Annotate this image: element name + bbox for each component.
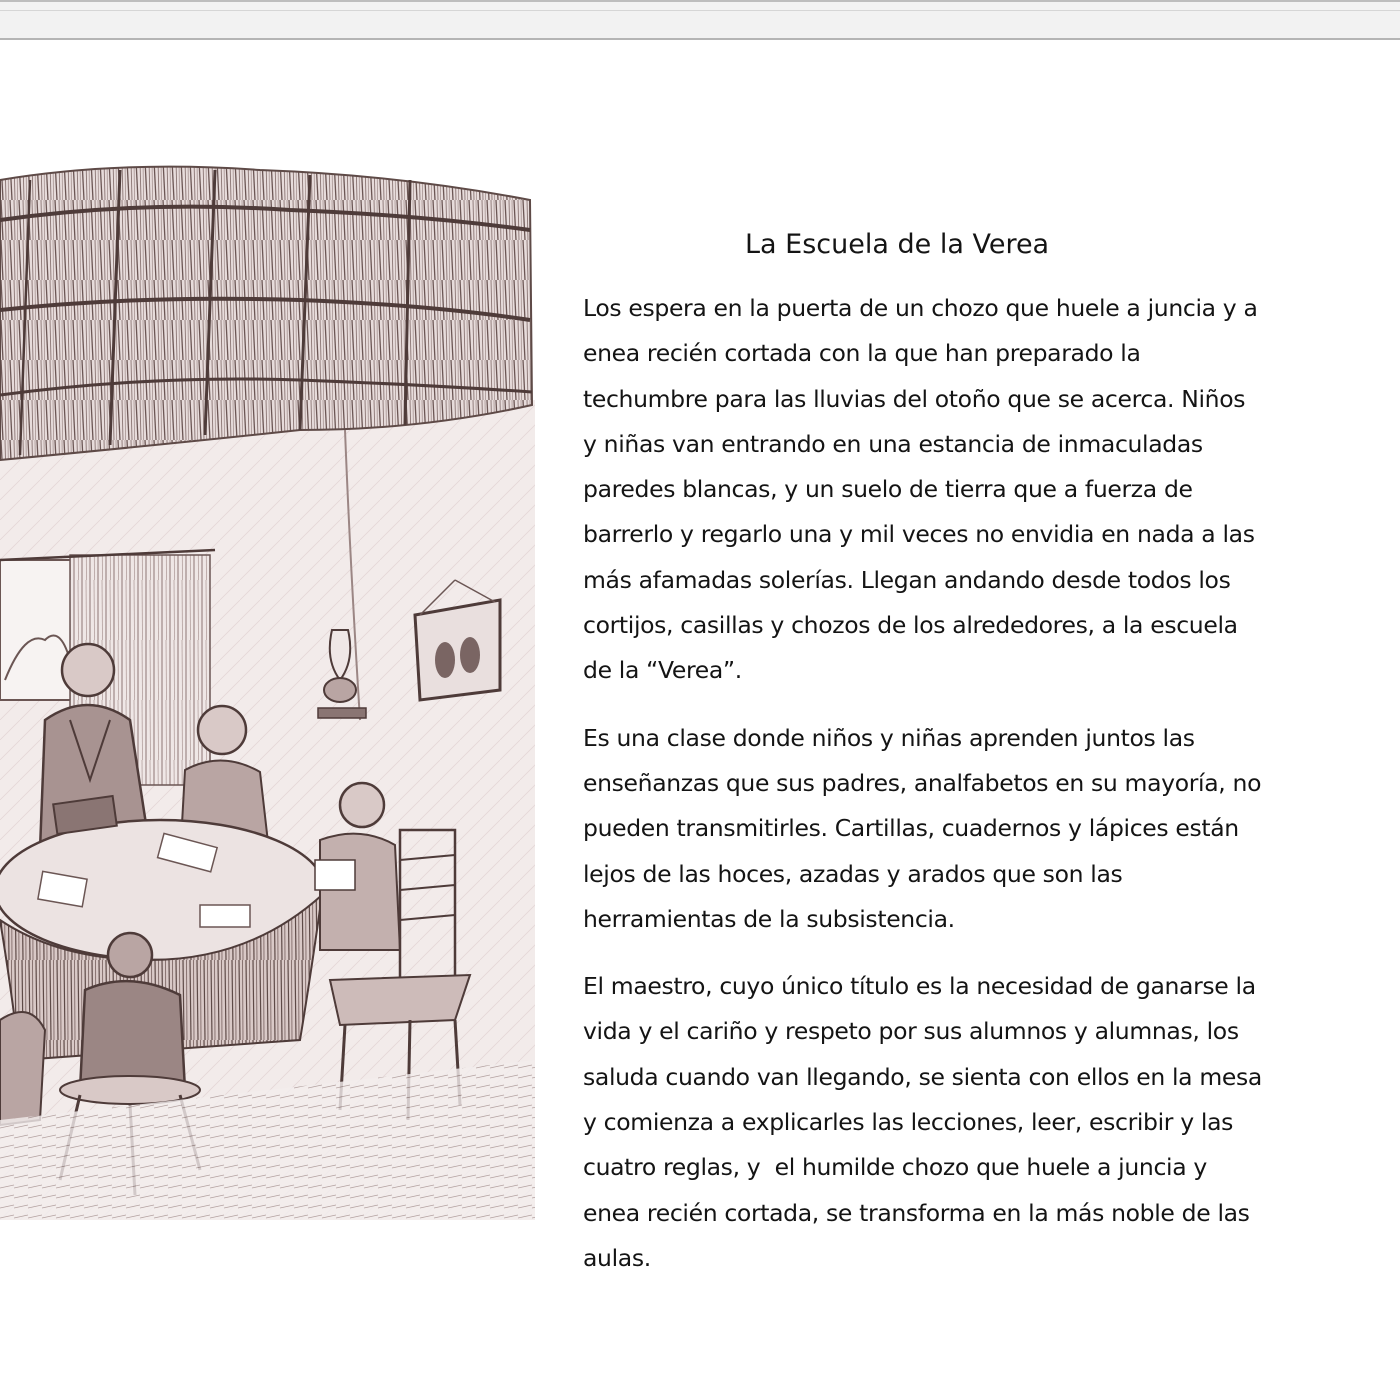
paragraph-line: cuatro reglas, y el humilde chozo que huele a juncia y (583, 1153, 1207, 1182)
paragraph-line: vida y el cariño y respeto por sus alumnos y alumnas, los (583, 1017, 1239, 1046)
paragraph-line: barrerlo y regarlo una y mil veces no envidia en nada a las (583, 520, 1255, 549)
paragraph-line: lejos de las hoces, azadas y arados que son las (583, 859, 1123, 888)
paragraph-line: de la “Verea”. (583, 656, 742, 685)
paragraph-line: Los espera en la puerta de un chozo que huele a juncia y a (583, 294, 1258, 322)
article-text-column (583, 226, 1373, 1303)
paragraph-line: y comienza a explicarles las lecciones, leer, escribir y las (583, 1108, 1234, 1137)
schoolroom-sketch-illustration (0, 160, 535, 1225)
article-title: La Escuela de la Verea (745, 229, 1050, 260)
paragraph-line: Es una clase donde niños y niñas aprenden juntos las (583, 723, 1195, 752)
body-paragraph (583, 286, 1373, 694)
body-paragraph (583, 964, 1373, 1281)
paragraph-line: paredes blancas, y un suelo de tierra que a fuerza de (583, 475, 1193, 504)
paragraph-line: y niñas van entrando en una estancia de inmaculadas (583, 429, 1203, 458)
paragraph-line: aulas. (583, 1243, 651, 1272)
frame-divider (0, 10, 1400, 11)
paragraph-line: cortijos, casillas y chozos de los alrededores, a la escuela (583, 611, 1238, 640)
paragraph-line: enseñanzas que sus padres, analfabetos en su mayoría, no (583, 768, 1262, 797)
paragraph-line: pueden transmitirles. Cartillas, cuadernos y lápices están (583, 814, 1239, 843)
paragraph-line: más afamadas solerías. Llegan andando desde todos los (583, 565, 1231, 594)
paragraph-line: enea recién cortada, se transforma en la más noble de las (583, 1198, 1250, 1227)
paragraph-line: enea recién cortada con la que han preparado la (583, 339, 1141, 368)
paragraph-line: saluda cuando van llegando, se sienta con ellos en la mesa (583, 1062, 1262, 1091)
sketch-drawing (0, 160, 535, 1225)
paragraph-line: El maestro, cuyo único título es la necesidad de ganarse la (583, 972, 1256, 1001)
paragraph-line: techumbre para las lluvias del otoño que se acerca. Niños (583, 384, 1246, 413)
window-frame-bar (0, 0, 1400, 40)
paragraph-line: herramientas de la subsistencia. (583, 904, 955, 933)
body-paragraph (583, 716, 1373, 942)
article-body (583, 286, 1373, 1281)
